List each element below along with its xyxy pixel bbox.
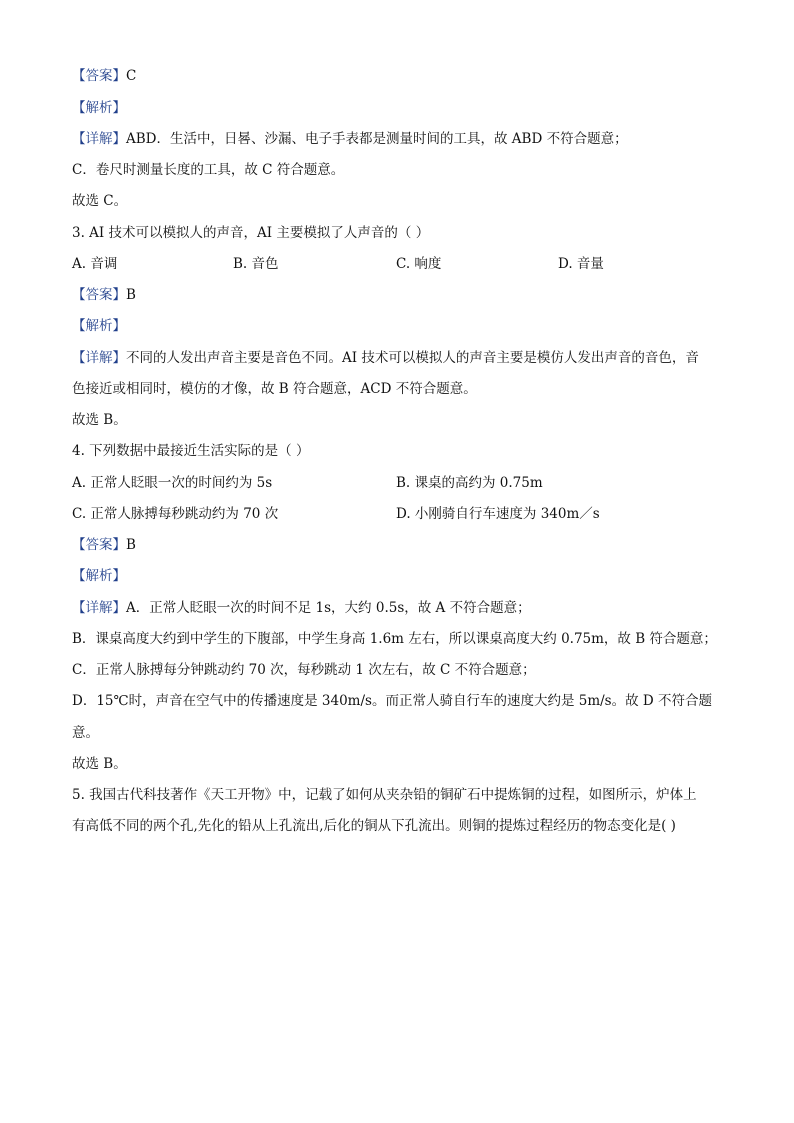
q4-detail-line-1 bbox=[72, 599, 531, 617]
detail-text: A．正常人眨眼一次的时间不足 1s，大约 0.5s，故 A 不符合题意； bbox=[126, 600, 531, 616]
q4-option-a: A. 正常人眨眼一次的时间约为 5s bbox=[72, 475, 273, 491]
q3-detail-line-2: 色接近或相同时，模仿的才像，故 B 符合题意，ACD 不符合题意。 bbox=[72, 381, 477, 397]
q3-detail-line-1 bbox=[72, 349, 699, 367]
q2-analysis-tag bbox=[72, 99, 126, 117]
q5-stem-line-1: 5. 我国古代科技著作《天工开物》中，记载了如何从夹杂铅的铜矿石中提炼铜的过程，如图所示，炉体上 bbox=[72, 787, 697, 803]
q3-option-c: C. 响度 bbox=[396, 256, 442, 272]
q4-stem: 4. 下列数据中最接近生活实际的是（ ） bbox=[72, 443, 310, 459]
q3-analysis-tag bbox=[72, 317, 126, 335]
q4-detail-line-5: 意。 bbox=[72, 725, 99, 741]
q4-conclusion: 故选 B。 bbox=[72, 756, 127, 772]
q4-option-b: B. 课桌的高约为 0.75m bbox=[396, 475, 543, 491]
q2-conclusion: 故选 C。 bbox=[72, 193, 128, 209]
detail-text: 不同的人发出声音主要是音色不同。AI 技术可以模拟人的声音主要是模仿人发出声音的音色，音 bbox=[126, 350, 699, 366]
answer-value: B bbox=[126, 287, 136, 303]
q4-analysis-tag bbox=[72, 567, 126, 585]
q4-detail-line-4: D．15℃时，声音在空气中的传播速度是 340m/s。而正常人骑自行车的速度大约是 5m/s。故 D 不符合题 bbox=[72, 693, 713, 709]
q2-detail-line-1 bbox=[72, 130, 628, 148]
q5-stem-line-2: 有高低不同的两个孔,先化的铅从上孔流出,后化的铜从下孔流出。则铜的提炼过程经历的物态变化是( ) bbox=[72, 818, 676, 834]
answer-value: B bbox=[126, 537, 136, 553]
detail-tag: 【详解】 bbox=[72, 600, 126, 616]
q3-answer-line bbox=[72, 286, 136, 304]
q4-answer-line bbox=[72, 536, 136, 554]
q4-detail-line-2: B．课桌高度大约到中学生的下腹部，中学生身高 1.6m 左右，所以课桌高度大约 0.75m，故 B 符合题意； bbox=[72, 631, 717, 647]
answer-tag: 【答案】 bbox=[72, 537, 126, 553]
answer-tag: 【答案】 bbox=[72, 68, 126, 84]
detail-text: ABD．生活中，日晷、沙漏、电子手表都是测量时间的工具，故 ABD 不符合题意； bbox=[126, 131, 628, 147]
q3-option-d: D. 音量 bbox=[558, 256, 604, 272]
q4-detail-line-3: C．正常人脉搏每分钟跳动约 70 次，每秒跳动 1 次左右，故 C 不符合题意； bbox=[72, 662, 536, 678]
q4-option-d: D. 小刚骑自行车速度为 340m／s bbox=[396, 506, 600, 522]
analysis-tag: 【解析】 bbox=[72, 318, 126, 334]
analysis-tag: 【解析】 bbox=[72, 568, 126, 584]
detail-tag: 【详解】 bbox=[72, 131, 126, 147]
q3-option-b: B. 音色 bbox=[233, 256, 279, 272]
detail-tag: 【详解】 bbox=[72, 350, 126, 366]
q2-answer-line bbox=[72, 67, 136, 85]
q3-conclusion: 故选 B。 bbox=[72, 412, 127, 428]
answer-value: C bbox=[126, 68, 137, 84]
q4-option-c: C. 正常人脉搏每秒跳动约为 70 次 bbox=[72, 506, 279, 522]
q3-option-a: A. 音调 bbox=[72, 256, 118, 272]
answer-tag: 【答案】 bbox=[72, 287, 126, 303]
q2-detail-line-2: C．卷尺时测量长度的工具，故 C 符合题意。 bbox=[72, 162, 345, 178]
q3-stem: 3. AI 技术可以模拟人的声音，AI 主要模拟了人声音的（ ） bbox=[72, 225, 430, 241]
analysis-tag: 【解析】 bbox=[72, 100, 126, 116]
